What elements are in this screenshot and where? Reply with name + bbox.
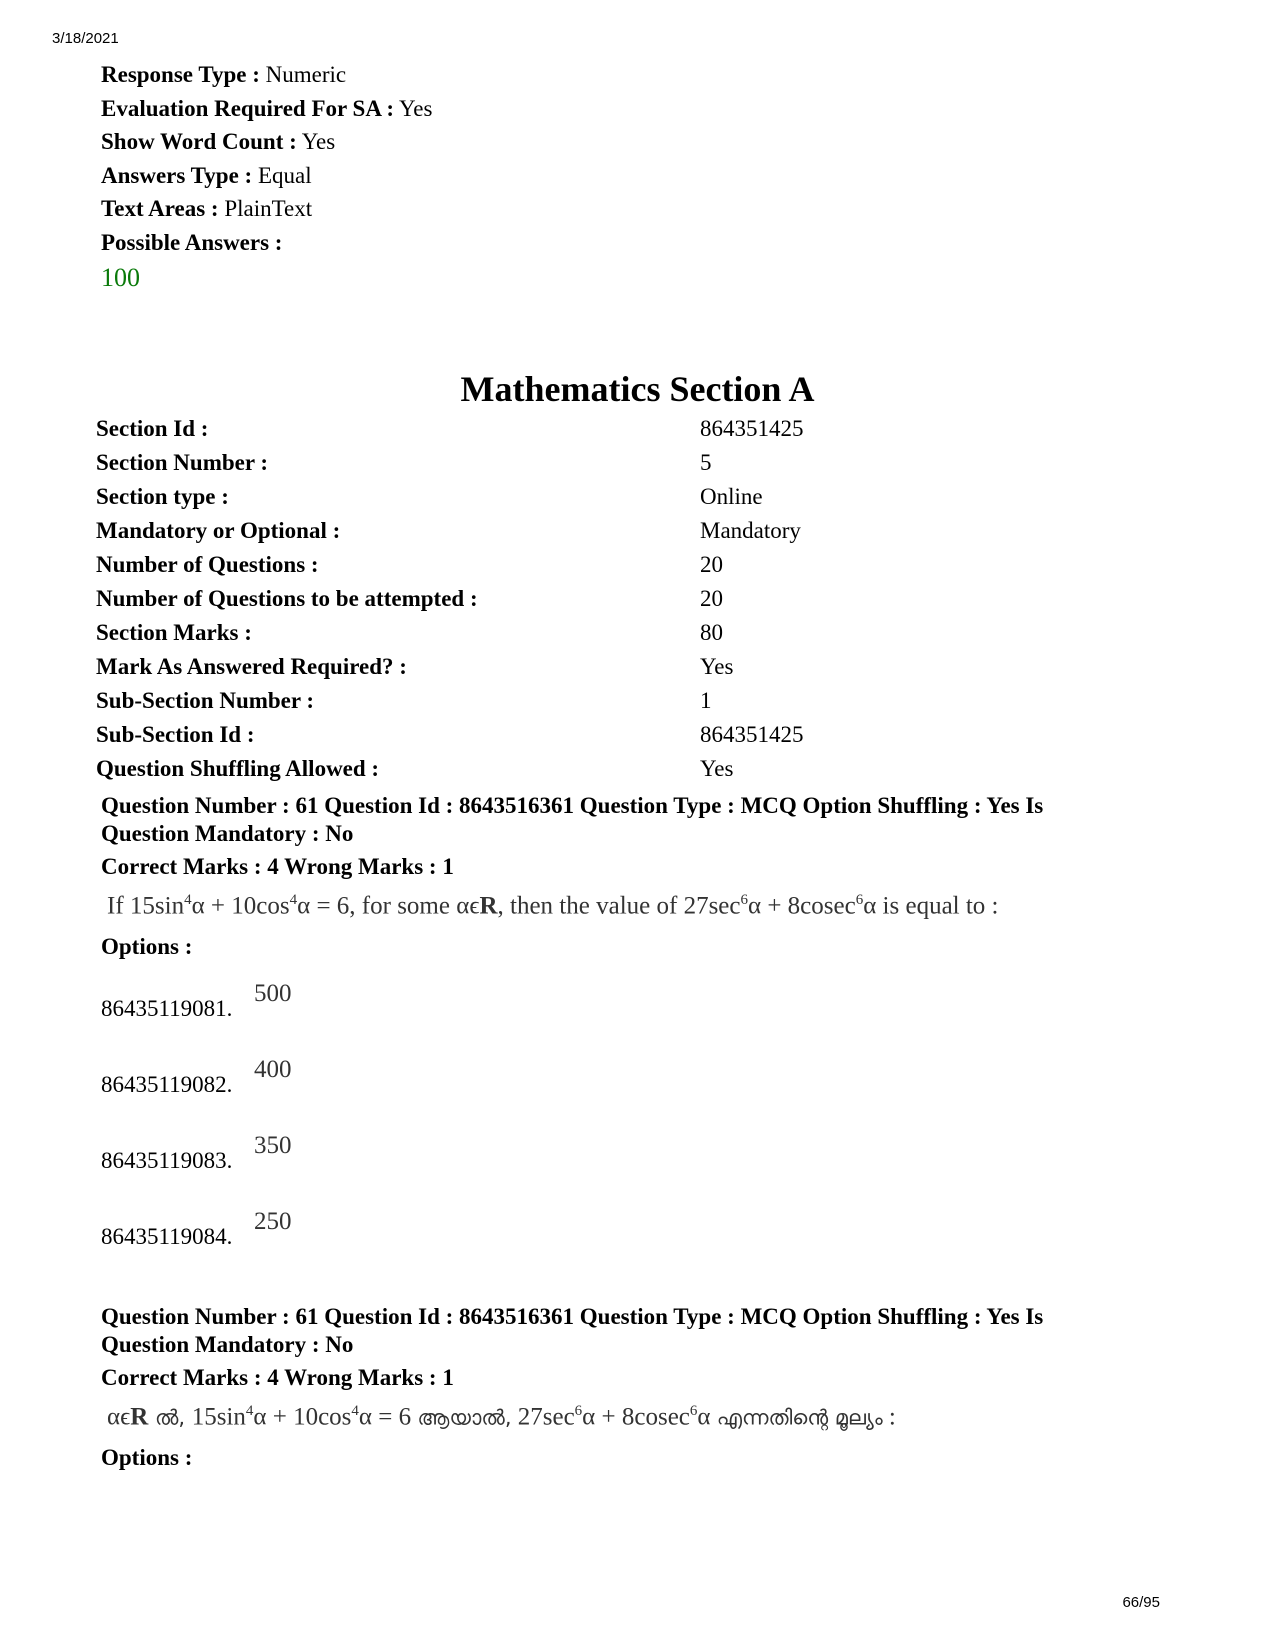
- meta-row: Text Areas : PlainText: [101, 196, 313, 221]
- question-block-english: [101, 792, 1131, 1272]
- meta-row: Response Type : Numeric: [101, 62, 347, 87]
- option-id: 86435119082.: [101, 1072, 233, 1098]
- option-value: 400: [254, 1056, 292, 1084]
- option-item: [101, 1120, 1131, 1196]
- question-header: Question Number : 61 Question Id : 8643516361 Question Type : MCQ Option Shuffling : Yes Is Question Mandatory : No: [101, 1304, 1044, 1357]
- option-id: 86435119084.: [101, 1224, 233, 1250]
- meta-row: Evaluation Required For SA : Yes: [101, 95, 433, 121]
- option-value: 500: [254, 980, 292, 1008]
- page-number: 66/95: [1122, 1594, 1160, 1611]
- option-item: [101, 1044, 1131, 1120]
- possible-answer: 100: [101, 263, 140, 292]
- options-label: Options :: [101, 1445, 193, 1471]
- response-metadata: [101, 58, 432, 295]
- option-value: 250: [254, 1208, 292, 1236]
- question-header: Question Number : 61 Question Id : 8643516361 Question Type : MCQ Option Shuffling : Yes Is Question Mandatory : No: [101, 793, 1044, 846]
- question-marks: Correct Marks : 4 Wrong Marks : 1: [101, 854, 454, 879]
- options-list: [101, 968, 1131, 1272]
- question-marks: Correct Marks : 4 Wrong Marks : 1: [101, 1365, 454, 1390]
- option-id: 86435119081.: [101, 996, 233, 1022]
- section-title: Mathematics Section A: [460, 369, 815, 409]
- options-label: Options :: [101, 934, 193, 960]
- print-date: 3/18/2021: [52, 30, 119, 47]
- option-item: [101, 968, 1131, 1044]
- option-value: 350: [254, 1132, 292, 1160]
- question-block-malayalam: [101, 1303, 1131, 1471]
- question-statement: If $15\sin^4\alpha + 10\cos^4\alpha = 6$, for some αϵR, then the value of $27\sec^6\alpha + 8cosec^6\alpha$ is equal to :: [107, 892, 999, 920]
- question-statement: αϵR ൽ, $15\sin^4\alpha + 10\cos^4\alpha = 6$ ആയാൽ, $27\sec^6\alpha + 8cosec^6\alpha$ എന്നതിന്റെ മൂല്യം :: [107, 1403, 896, 1431]
- meta-row: Show Word Count : Yes: [101, 129, 336, 154]
- option-item: [101, 1196, 1131, 1272]
- meta-row: Possible Answers :: [101, 229, 283, 255]
- meta-row: Answers Type : Equal: [101, 162, 312, 188]
- option-id: 86435119083.: [101, 1148, 233, 1174]
